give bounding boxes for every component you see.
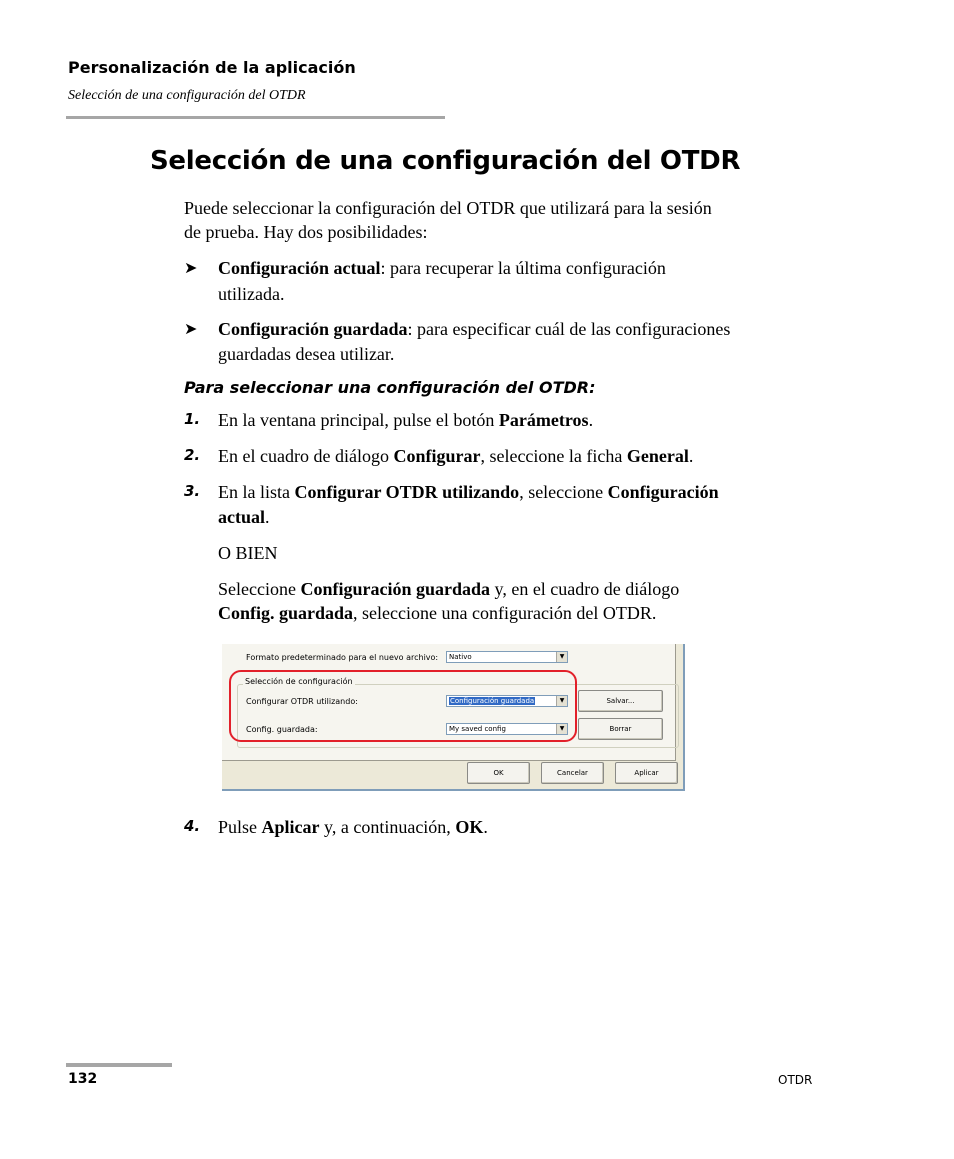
step-number: 2.: [184, 446, 201, 464]
page-title: Selección de una configuración del OTDR: [150, 146, 741, 176]
config-group-label: Selección de configuración: [245, 677, 353, 686]
save-button[interactable]: Salvar...: [578, 690, 663, 712]
format-select[interactable]: [446, 651, 568, 663]
step-bold: General: [626, 446, 689, 466]
format-label: Formato predeterminado para el nuevo archivo:: [246, 653, 439, 662]
intro-line-2: de prueba. Hay dos posibilidades:: [184, 222, 428, 242]
header-divider: [66, 116, 445, 119]
step-2-text: [218, 444, 693, 469]
step-bold: Configurar OTDR utilizando: [294, 482, 520, 502]
bullet-arrow-icon: ➤: [184, 260, 198, 277]
step-bold: actual: [218, 507, 265, 527]
bullet-item: [218, 256, 666, 281]
bullet-item: [218, 317, 730, 342]
chevron-down-icon: ▼: [556, 652, 567, 662]
cancel-button[interactable]: Cancelar: [541, 762, 604, 784]
step-bold: OK: [455, 817, 484, 837]
step-number: 1.: [184, 410, 201, 428]
bullet-text-cont: utilizada.: [218, 284, 285, 304]
step-text: En la lista: [218, 482, 295, 502]
alt-text-cont: [218, 601, 656, 626]
step-3-text: [218, 480, 719, 505]
running-header-section: Selección de una configuración del OTDR: [68, 88, 306, 103]
bullet-text: : para recuperar la última configuración: [380, 258, 666, 278]
step-text: En el cuadro de diálogo: [218, 446, 394, 466]
saved-config-value: My saved config: [449, 725, 506, 733]
step-number: 3.: [184, 482, 201, 500]
bullet-text-cont: guardadas desea utilizar.: [218, 344, 395, 364]
step-text: .: [265, 507, 270, 527]
chevron-down-icon: ▼: [556, 724, 567, 734]
config-using-value: Configuración guardada: [450, 697, 535, 705]
delete-button[interactable]: Borrar: [578, 718, 663, 740]
step-bold: Configurar: [393, 446, 481, 466]
step-text: Seleccione: [218, 579, 301, 599]
step-text: , seleccione una configuración del OTDR.: [353, 603, 657, 623]
step-text: .: [483, 817, 488, 837]
step-text: y, a continuación,: [319, 817, 456, 837]
step-bold: Parámetros: [498, 410, 589, 430]
running-header-chapter: Personalización de la aplicación: [68, 58, 356, 77]
bullet-text: : para especificar cuál de las configuraciones: [407, 319, 731, 339]
step-bold: Config. guardada: [218, 603, 354, 623]
format-select-value: Nativo: [449, 653, 472, 661]
config-using-label: Configurar OTDR utilizando:: [246, 697, 358, 706]
page-number: 132: [68, 1071, 98, 1087]
chevron-down-icon: ▼: [556, 696, 567, 706]
procedure-title: Para seleccionar una configuración del OTDR:: [184, 378, 596, 397]
ok-button[interactable]: OK: [467, 762, 530, 784]
step-text: y, en el cuadro de diálogo: [490, 579, 680, 599]
step-text: Pulse: [218, 817, 262, 837]
step-bold: Configuración: [607, 482, 719, 502]
step-3-text-cont: [218, 505, 270, 530]
step-1-text: [218, 408, 593, 433]
bullet-arrow-icon: ➤: [184, 321, 198, 338]
bullet-term: Configuración actual: [218, 258, 381, 278]
step-bold: Configuración guardada: [300, 579, 490, 599]
intro-line-1: Puede seleccionar la configuración del OTDR que utilizará para la sesión: [184, 198, 712, 218]
footer-divider: [66, 1063, 172, 1067]
step-bold: Aplicar: [261, 817, 320, 837]
alt-text: [218, 577, 679, 602]
step-text: , seleccione la ficha: [480, 446, 627, 466]
step-text: , seleccione: [519, 482, 608, 502]
step-text: .: [588, 410, 594, 430]
footer-product: OTDR: [778, 1073, 813, 1087]
or-text: O BIEN: [218, 543, 278, 563]
step-number: 4.: [184, 817, 201, 835]
step-4-text: [218, 815, 488, 840]
step-text: En la ventana principal, pulse el botón: [218, 410, 499, 430]
saved-config-label: Config. guardada:: [246, 725, 318, 734]
bullet-term: Configuración guardada: [218, 319, 408, 339]
highlight-annotation: [229, 670, 577, 742]
apply-button[interactable]: Aplicar: [615, 762, 678, 784]
step-text: .: [688, 446, 694, 466]
